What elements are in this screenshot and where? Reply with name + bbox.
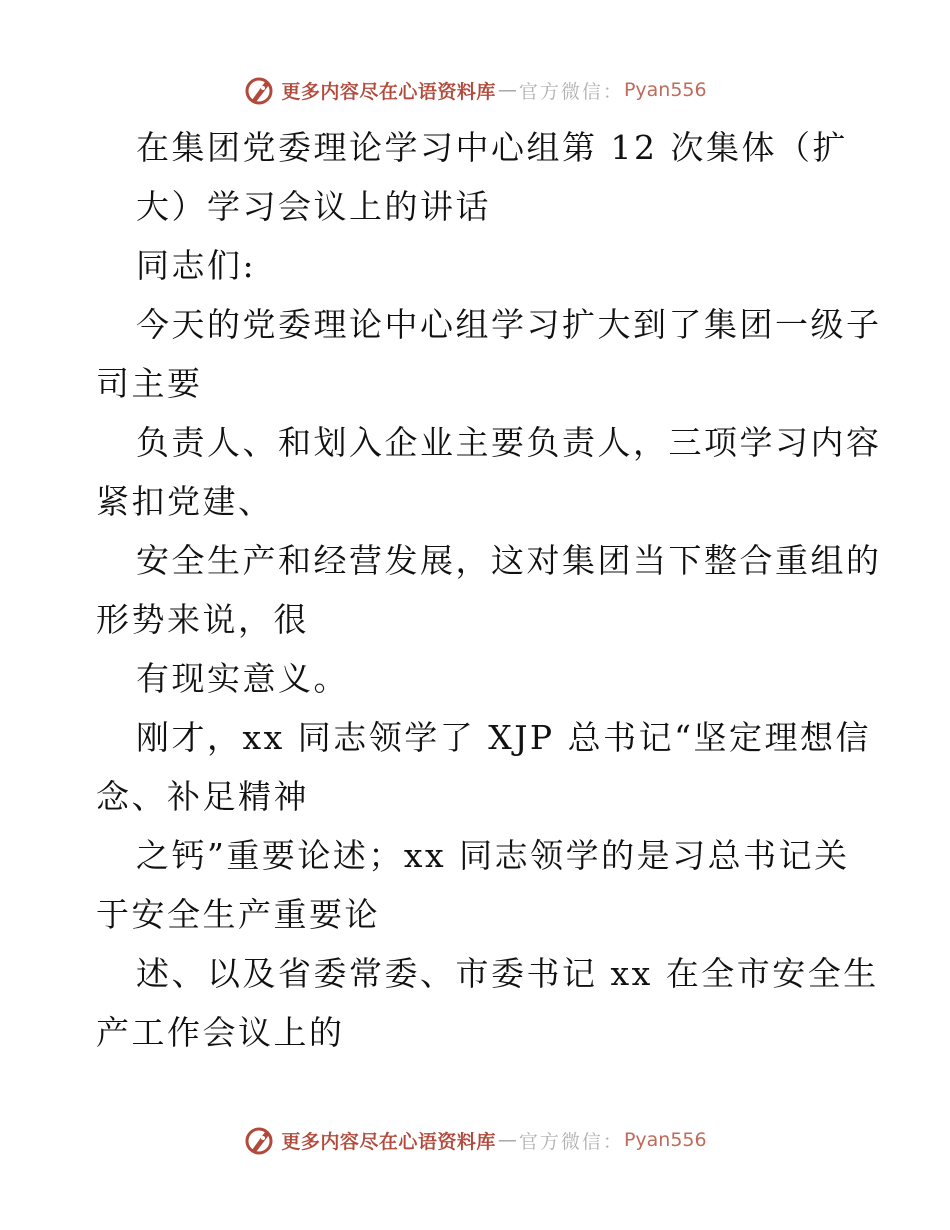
- banner-lead-text: 更多内容尽在心语资料库: [281, 80, 496, 103]
- body-line: 之钙”重要论述；xx 同志领学的是习总书记关: [136, 836, 850, 875]
- banner-dash: —: [497, 79, 517, 101]
- title-line-1: 在集团党委理论学习中心组第 12 次集体（扩: [136, 128, 848, 167]
- banner-official-label: 官方微信：: [518, 1130, 624, 1153]
- body-line: 刚才，xx 同志领学了 XJP 总书记“坚定理想信: [136, 718, 871, 757]
- banner-dash: —: [497, 1129, 517, 1151]
- banner-wechat-id: Pyan556: [623, 79, 707, 101]
- body-line: 产工作会议上的: [96, 1013, 345, 1052]
- footer-banner: [0, 1120, 950, 1160]
- body-line: 紧扣党建、: [96, 482, 274, 521]
- body-line: 念、补足精神: [96, 777, 309, 816]
- title-line-2: 大）学习会议上的讲话: [136, 187, 491, 226]
- salutation: 同志们:: [136, 246, 257, 285]
- banner-official-label: 官方微信：: [518, 80, 624, 103]
- body-line: 有现实意义。: [136, 659, 349, 698]
- body-line: 司主要: [96, 364, 203, 403]
- document-body: [96, 118, 882, 1062]
- body-line: 于安全生产重要论: [96, 895, 380, 934]
- banner-lead-text: 更多内容尽在心语资料库: [281, 1130, 496, 1153]
- pen-nib-logo-icon: [243, 74, 275, 106]
- body-line: 负责人、和划入企业主要负责人，三项学习内容: [136, 423, 882, 462]
- body-line: 形势来说，很: [96, 600, 309, 639]
- banner-wechat-id: Pyan556: [623, 1129, 707, 1151]
- body-line: 安全生产和经营发展，这对集团当下整合重组的: [136, 541, 882, 580]
- body-line: 述、以及省委常委、市委书记 xx 在全市安全生: [136, 954, 879, 993]
- pen-nib-logo-icon: [243, 1124, 275, 1156]
- header-banner: [0, 70, 950, 110]
- body-line: 今天的党委理论中心组学习扩大到了集团一级子: [136, 305, 882, 344]
